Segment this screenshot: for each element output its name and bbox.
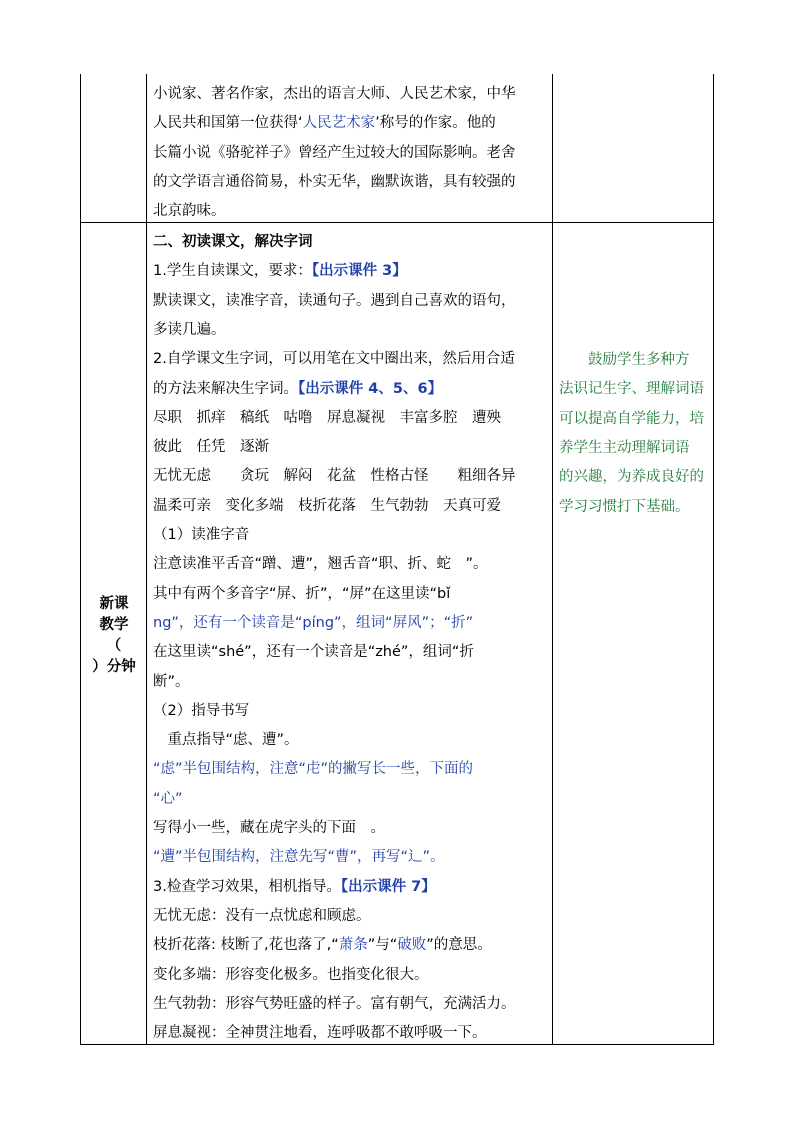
text-line	[153, 466, 516, 486]
text-segment: “心”	[153, 790, 183, 807]
text-segment: 彼此 任凭 逐渐	[153, 439, 269, 456]
text-segment: 长篇小说《骆驼祥子》曾经产生过较大的国际影响。老舍	[153, 144, 516, 161]
text-segment: 小说家、著名作家，杰出的语言大师、人民艺术家，中华	[153, 86, 516, 102]
table-row-divider	[80, 222, 714, 223]
text-segment: “遭”半包围结构，注意先写“曹”，再写“辶”。	[153, 849, 445, 866]
text-line	[153, 525, 249, 545]
text-segment: 写得小一些，藏在虎字头的下面 。	[153, 820, 385, 836]
text-segment: （1）读准字音	[153, 527, 250, 543]
text-segment: 无忧无虑：没有一点忧虑和顾虑。	[153, 907, 371, 924]
text-line	[153, 172, 516, 192]
text-segment: 1.学生自读课文，要求：	[153, 263, 312, 280]
section-label	[82, 594, 146, 678]
text-line	[153, 818, 385, 838]
text-line	[153, 320, 226, 340]
text-segment: 注意读准平舌音“蹭、遭”，翘舌音“职、折、蛇 ”。	[153, 556, 488, 573]
text-line	[153, 642, 474, 662]
author-intro-text	[153, 84, 551, 220]
text-segment: 萧条	[338, 937, 368, 954]
text-line	[153, 730, 299, 750]
section-label-line2: 教学	[99, 617, 129, 633]
text-segment: 枝折花落: 枝断了,花也落了,“	[153, 937, 339, 954]
text-segment: ng”，还有一个读音是“píng”，组词“屏风”；“折”	[153, 614, 474, 631]
text-line	[153, 584, 450, 604]
text-line	[153, 935, 492, 955]
lesson-content	[153, 232, 551, 1042]
text-segment: 的文学语言通俗简易，朴实无华，幽默诙谐，具有较强的	[153, 173, 516, 190]
text-segment: 【出示课件 4、5、6】	[298, 380, 443, 397]
text-line	[153, 994, 516, 1014]
text-line: 法识记生字、理解词语	[559, 381, 704, 398]
text-segment: 重点指导“虑、遭”。	[153, 732, 299, 749]
text-line	[153, 613, 473, 633]
text-line	[153, 965, 429, 985]
section-label-line4: ）分钟	[92, 659, 136, 675]
text-line	[153, 759, 473, 779]
section-label-line3: （	[106, 638, 122, 654]
text-segment: （2）指导书写	[153, 702, 250, 719]
text-segment: 人民共和国第一位获得‘	[153, 115, 303, 132]
text-segment: ”与“	[367, 937, 398, 954]
text-segment: 生气勃勃：形容气势旺盛的样子。富有朝气，充满活力。	[153, 995, 516, 1012]
text-line	[153, 847, 445, 867]
text-segment: 默读课文，读准字音，读通句子。遇到自己喜欢的语句，	[153, 292, 516, 309]
text-segment: 尽职 抓痒 稿纸 咕噜 屏息凝视 丰富多腔 遭殃	[153, 409, 501, 426]
text-line	[153, 672, 190, 692]
text-segment: 屏息凝视：全神贯注地看，连呼吸都不敢呼吸一下。	[153, 1025, 487, 1042]
text-line	[153, 701, 249, 721]
text-line	[153, 232, 313, 252]
text-line	[153, 408, 501, 428]
text-segment: 无忧无虑 贪玩 解闷 花盆 性格古怪 粗细各异	[153, 468, 516, 485]
text-segment: 【出示课件 7】	[340, 878, 436, 895]
text-segment: 变化多端：形容变化极多。也指变化很大。	[153, 966, 429, 983]
teaching-note	[559, 350, 713, 520]
text-line	[153, 789, 183, 809]
section-label-line1: 新课	[99, 596, 129, 612]
text-segment: “虑”半包围结构，注意“虍”的撇写长一些，下面的	[153, 761, 474, 778]
text-line	[153, 437, 269, 457]
text-line: 养学生主动理解词语	[559, 439, 690, 456]
text-line	[153, 261, 407, 281]
text-line	[153, 113, 496, 133]
text-segment: 北京韵味。	[153, 203, 226, 220]
text-segment: 的方法来解决生字词。	[153, 380, 298, 397]
text-line	[153, 379, 442, 399]
text-line: 学习习惯打下基础。	[559, 498, 690, 515]
text-segment: ”的意思。	[426, 937, 492, 954]
text-segment: 破败	[397, 937, 427, 954]
text-line: 的兴趣，为养成良好的	[559, 469, 704, 486]
text-segment: ’称号的作家。他的	[375, 115, 496, 132]
text-line	[153, 143, 516, 163]
text-segment: 二、初读课文，解决字词	[153, 234, 313, 250]
text-line	[153, 349, 515, 369]
text-segment: 断”。	[153, 673, 190, 690]
text-line	[153, 877, 436, 897]
text-line	[153, 201, 226, 221]
text-segment: 多读几遍。	[153, 321, 226, 338]
text-segment: 【出示课件 3】	[311, 263, 407, 280]
table-border-bottom	[80, 1044, 714, 1045]
table-border-right	[713, 74, 714, 1045]
text-segment: 在这里读“shé”，还有一个读音是“zhé”，组词“折	[153, 644, 474, 661]
text-line	[153, 1023, 487, 1043]
text-segment: 温柔可亲 变化多端 枝折花落 生气勃勃 天真可爱	[153, 497, 501, 514]
table-border-left	[80, 74, 81, 1045]
text-line	[153, 906, 371, 926]
text-segment: 人民艺术家	[302, 115, 376, 132]
text-line: 可以提高自学能力，培	[559, 410, 704, 427]
text-segment: 其中有两个多音字“屏、折”，“屏”在这里读“bǐ	[153, 585, 451, 602]
text-line	[153, 496, 501, 516]
text-line	[153, 84, 516, 104]
text-segment: 2.自学课文生字词，可以用笔在文中圈出来，然后用合适	[153, 351, 515, 368]
table-border-col2	[552, 74, 553, 1045]
text-line	[153, 554, 488, 574]
text-segment: 3.检查学习效果，相机指导。	[153, 878, 341, 895]
text-line	[153, 291, 516, 311]
text-line: 鼓励学生多种方	[559, 352, 690, 368]
table-border-col1	[146, 74, 147, 1045]
